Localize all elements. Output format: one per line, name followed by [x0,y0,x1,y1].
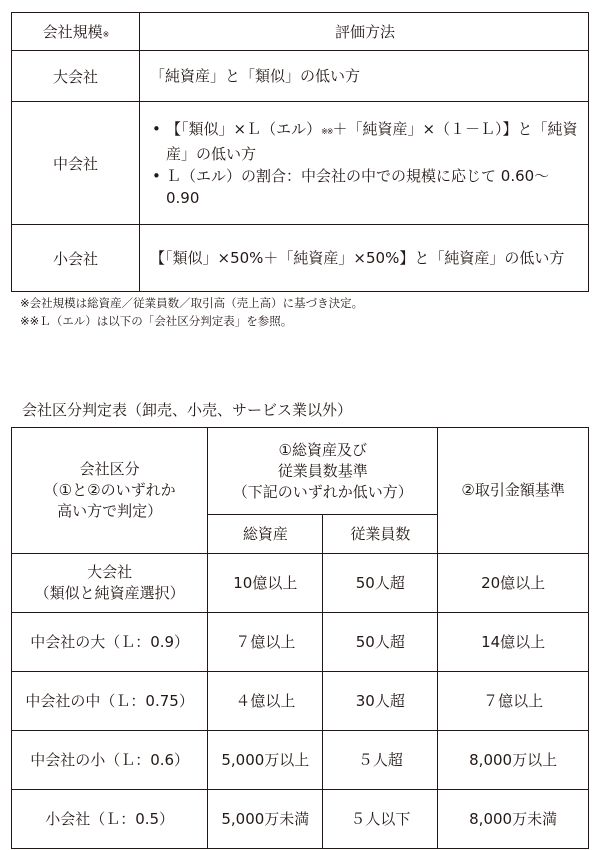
table-row [12,613,589,672]
table-row [12,225,589,292]
classification-table-title: 会社区分判定表（卸売、小売、サービス業以外） [22,401,353,419]
size-cell: 小会社 [12,225,140,292]
category-header-cell [12,428,208,554]
size-cell: 中会社 [12,102,140,225]
transactions-cell: ７億以上 [438,672,589,731]
category-cell: 中会社の小（Ｌ：0.6） [12,731,208,790]
header-line: 従業員数基準 [277,461,368,480]
employees-cell: 50人超 [323,613,438,672]
assets-header-cell: 総資産 [208,515,323,554]
table-row [12,51,589,102]
header-line: （下記のいずれか低い方） [232,482,413,501]
size-header-mark: ※ [102,30,109,39]
category-cell: 中会社の大（Ｌ：0.9） [12,613,208,672]
size-cell: 大会社 [12,51,140,102]
transactions-cell: 20億以上 [438,554,589,613]
method-header-label: 評価方法 [334,22,395,41]
employees-cell: ５人超 [323,731,438,790]
assets-cell: ７億以上 [208,613,323,672]
method-text: 「純資産」と「類似」の低い方 [150,67,361,85]
valuation-method-table [11,12,589,292]
employees-cell: 30人超 [323,672,438,731]
table-header-row [12,428,589,515]
category-cell: 中会社の中（Ｌ：0.75） [12,672,208,731]
transactions-cell: 8,000万以上 [438,731,589,790]
method-bullet-list [150,118,580,209]
table-row [12,672,589,731]
classification-table [11,427,589,849]
table-row [12,554,589,613]
header-line: （①と②のいずれか [43,481,176,499]
footnote: ※※Ｌ（エル）は以下の「会社区分判定表」を参照。 [20,314,293,328]
method-text: 【「類似」×Ｌ（エル） [166,119,322,138]
list-item [150,118,580,165]
size-header-label: 会社規模 [42,23,103,41]
note-mark: ※※ [321,126,333,136]
transactions-cell: 14億以上 [438,613,589,672]
assets-cell: 5,000万未満 [208,790,323,849]
criteria2-header-cell: ②取引金額基準 [438,428,589,554]
employees-cell: 50人超 [323,554,438,613]
table-header-row [12,13,589,51]
criteria1-header-cell [208,428,438,515]
assets-cell: ４億以上 [208,672,323,731]
transactions-cell: 8,000万未満 [438,790,589,849]
list-item [150,165,580,209]
category-cell: 小会社（Ｌ：0.5） [12,790,208,849]
method-cell [140,225,589,292]
assets-cell: 10億以上 [208,554,323,613]
footnote: ※会社規模は総資産／従業員数／取引高（売上高）に基づき決定。 [20,296,364,310]
size-header-cell [12,13,140,51]
category-line: 大会社 [87,563,133,581]
method-header-cell [140,13,589,51]
table-row [12,790,589,849]
table-row [12,102,589,225]
category-cell [12,554,208,613]
header-line: 会社区分 [79,460,140,478]
method-cell [140,102,589,225]
method-text: 【「類似」×50%＋「純資産」×50%】と「純資産」の低い方 [150,249,565,267]
assets-cell: 5,000万以上 [208,731,323,790]
header-line: ①総資産及び [278,440,367,459]
method-text: Ｌ（エル）の割合：中会社の中での規模に応じて 0.60〜0.90 [166,166,550,207]
category-line: （類似と純資産選択） [34,584,185,602]
method-text: ＋「純資産」×（１－Ｌ）】と「純資産」の低い方 [166,119,578,163]
method-cell [140,51,589,102]
employees-header-cell: 従業員数 [323,515,438,554]
table-row [12,731,589,790]
header-line: 高い方で判定） [57,502,163,520]
employees-cell: ５人以下 [323,790,438,849]
